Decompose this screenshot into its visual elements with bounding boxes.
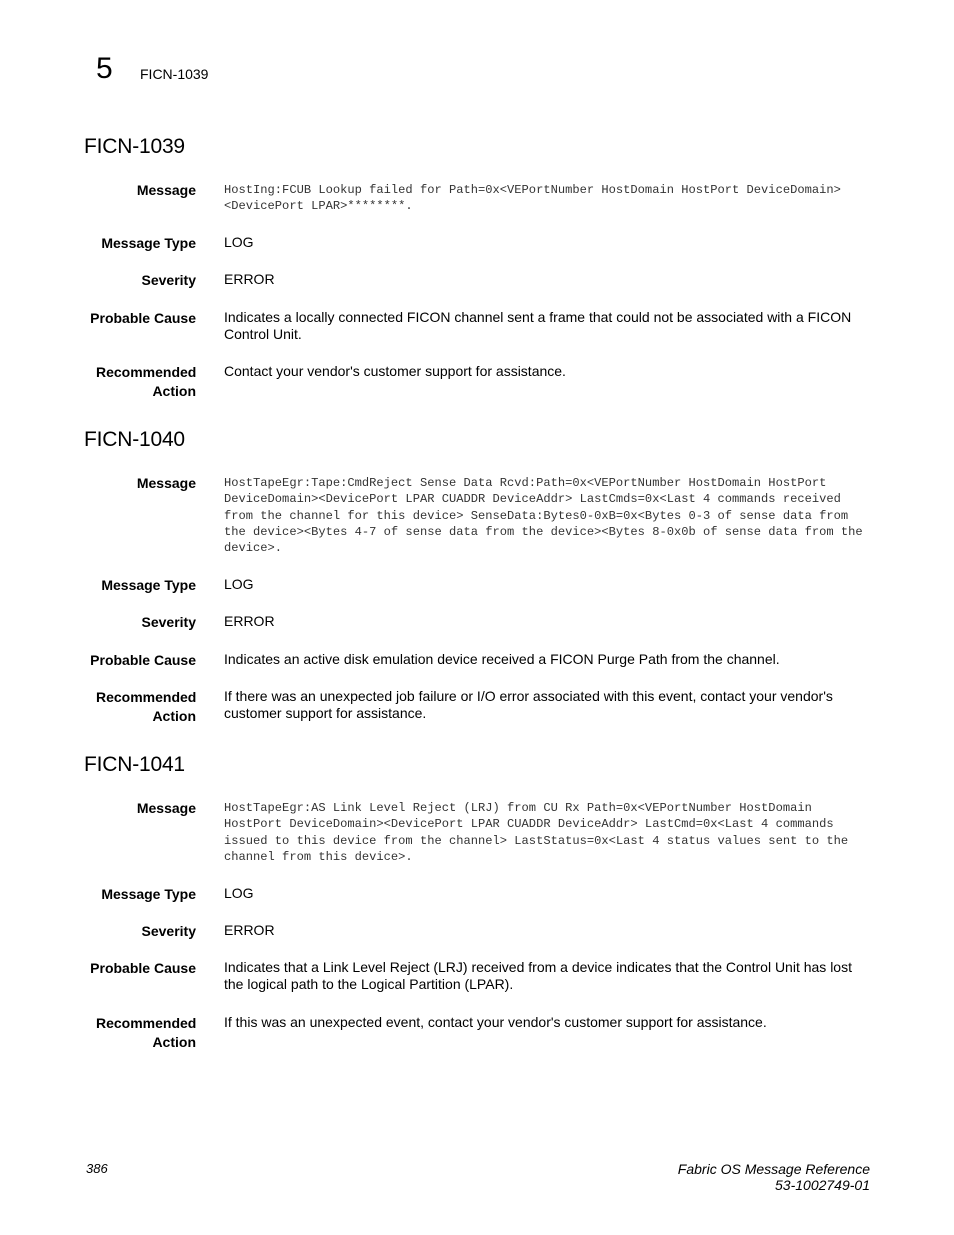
recommended-action-value: If this was an unexpected event, contact your vendor's customer support for assistance. xyxy=(224,1014,767,1030)
probable-cause-label: Probable Cause xyxy=(90,960,196,976)
severity-value: ERROR xyxy=(224,613,275,629)
message-text: HostIng:FCUB Lookup failed for Path=0x<VEPortNumber HostDomain HostPort DeviceDomain><DevicePort LPAR>********. xyxy=(224,183,841,214)
document-title: Fabric OS Message Reference xyxy=(677,1161,870,1177)
message-type-value: LOG xyxy=(224,576,254,592)
message-label: Message xyxy=(136,475,196,491)
severity-label: Severity xyxy=(141,272,196,288)
probable-cause-label: Probable Cause xyxy=(90,652,196,668)
message-type-value: LOG xyxy=(224,234,254,250)
message-type-label: Message Type xyxy=(101,235,196,251)
probable-cause-value: Indicates a locally connected FICON channel sent a frame that could not be associated with a FICON Control Unit. xyxy=(224,309,852,342)
recommended-action-label: Recommended Action xyxy=(96,364,197,399)
probable-cause-value: Indicates that a Link Level Reject (LRJ) received from a device indicates that the Control Unit has lost the logical path to the Logical Partition (LPAR). xyxy=(224,959,852,992)
probable-cause-value: Indicates an active disk emulation device received a FICON Purge Path from the channel. xyxy=(224,651,780,667)
entry-title: FICN-1040 xyxy=(84,428,185,451)
severity-value: ERROR xyxy=(224,922,275,938)
severity-value: ERROR xyxy=(224,271,275,287)
recommended-action-value: If there was an unexpected job failure or I/O error associated with this event, contact your vendor's customer support for assistance. xyxy=(224,688,833,721)
message-type-label: Message Type xyxy=(101,886,196,902)
recommended-action-label: Recommended Action xyxy=(96,689,197,724)
document-number: 53-1002749-01 xyxy=(775,1177,870,1193)
message-text: HostTapeEgr:Tape:CmdReject Sense Data Rcvd:Path=0x<VEPortNumber HostDomain HostPort DeviceDomain><DevicePort LPAR CUADDR DeviceAddr> LastCmds=0x<Last 4 commands received from the channel for this device> SenseData:Bytes0-0xB=0x<Bytes 0-3 of sense data from the device><Bytes 4-7 of sense data from the device><Bytes 8-0x0b of sense data from the device>. xyxy=(224,476,870,556)
recommended-action-value: Contact your vendor's customer support for assistance. xyxy=(224,363,566,379)
message-type-label: Message Type xyxy=(101,577,196,593)
chapter-number: 5 xyxy=(96,52,113,85)
running-header-title: FICN-1039 xyxy=(140,66,209,82)
entry-title: FICN-1039 xyxy=(84,135,185,158)
page-number: 386 xyxy=(86,1161,108,1176)
severity-label: Severity xyxy=(141,614,196,630)
message-label: Message xyxy=(136,182,196,198)
entry-title: FICN-1041 xyxy=(84,753,185,776)
severity-label: Severity xyxy=(141,923,196,939)
message-label: Message xyxy=(136,800,196,816)
recommended-action-label: Recommended Action xyxy=(96,1015,197,1050)
message-text: HostTapeEgr:AS Link Level Reject (LRJ) from CU Rx Path=0x<VEPortNumber HostDomain HostPort DeviceDomain><DevicePort LPAR CUADDR DeviceAddr> LastCmd=0x<Last 4 commands issued to this device from the channel> LastStatus=0x<Last 4 status values sent to the channel from this device>. xyxy=(224,801,856,864)
probable-cause-label: Probable Cause xyxy=(90,310,196,326)
document-info xyxy=(678,1161,870,1193)
message-type-value: LOG xyxy=(224,885,254,901)
page-header xyxy=(0,0,954,100)
